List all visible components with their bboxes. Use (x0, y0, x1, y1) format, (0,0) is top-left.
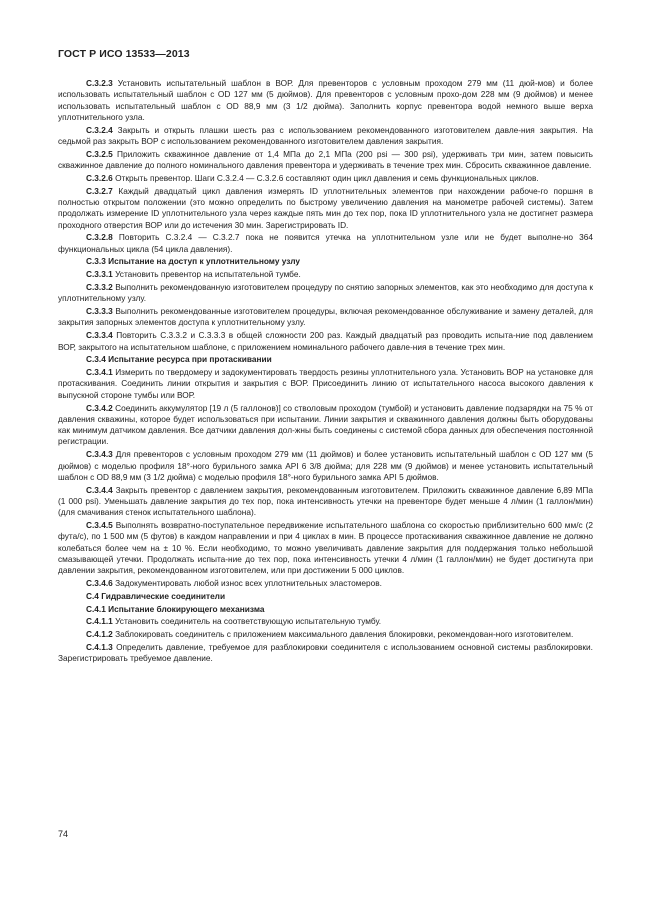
clause-number: C.3.2.8 (86, 232, 113, 243)
clause-text: Повторить С.3.3.2 и С.3.3.3 в общей сложности 200 раз. Каждый двадцатый раз проводить испыта-ние под давлением ВОР, закрытого на испытательном шаблоне, с приложением номинального рабочего давле-ния в течение трех мин. (58, 330, 593, 352)
clause-paragraph (58, 520, 593, 576)
clause-number: C.3.4.3 (86, 449, 113, 460)
clause-number: C.3.3.4 (86, 330, 113, 341)
clause-number: C.4.1.1 (86, 616, 113, 627)
clause-paragraph (58, 232, 593, 255)
clause-text: Для превенторов с условным проходом 279 мм (11 дюймов) и более установить испытательный шаблон с OD 127 мм (5 дюймов) с моделью профиля 18°-ного бурильного замка API 6 3/8 дюйма; для 228 мм (9 дюймов) и менее установить испытательный шаблон с OD 88,9 мм (3 1/2 дюйма) с моделью профиля 18°-ного бурильного замка API 5 дюймов. (58, 449, 593, 482)
clause-paragraph (58, 367, 593, 401)
clause-number: C.3.2.3 (86, 78, 113, 88)
clause-paragraph (58, 449, 593, 483)
clause-paragraph (58, 282, 593, 305)
clause-number: C.3.4.1 (86, 367, 113, 378)
clause-text: Определить давление, требуемое для разблокировки соединителя с использованием основной системы разблокировки. Зарегистрировать требуемое давление. (58, 641, 593, 664)
clause-paragraph (58, 269, 593, 280)
clause-text: Установить соединитель на соответствующую испытательную тумбу. (115, 616, 382, 627)
document-body (58, 78, 593, 666)
clause-paragraph (58, 629, 593, 640)
clause-number: C.3.2.6 (86, 172, 113, 183)
clause-text: Установить превентор на испытательной тумбе. (115, 269, 301, 280)
document-header: ГОСТ Р ИСО 13533—2013 (58, 48, 190, 60)
page-number: 74 (58, 829, 69, 839)
clause-paragraph (58, 186, 593, 231)
clause-paragraph (58, 149, 593, 172)
clause-text: Установить испытательный шаблон в ВОР. Для превенторов с условным проходом 279 мм (11 дюй-мов) и более использовать испытательный шаблон с OD 127 мм (5 дюймов). Для превенторов с условным прохо-дом 228 мм (9 дюймов) и менее использовать испытательный шаблон с OD 88,9 мм (3 1/2 дюйма). Заполнить корпус превентора водой немного выше верха уплотнительного узла. (58, 78, 593, 122)
clause-number: C.3.2.7 (86, 185, 113, 196)
clause-paragraph (58, 125, 593, 148)
clause-paragraph (58, 173, 593, 184)
clause-paragraph (58, 642, 593, 665)
clause-number: C.3.3.1 (86, 269, 113, 280)
clause-text: Соединить аккумулятор [19 л (5 галлонов)] со стволовым проходом (тумбой) и установить давление подзарядки на 75 % от давления скважины, которое будет использоваться при испытании. Линии закрытия и скважинного давления должны быть оборудованы как минимум датчиком давления. Все датчики давления дол-жны быть соединены с системой сбора данных для обеспечения постоянной регистрации. (58, 402, 594, 447)
section-heading: C.4 Гидравлические соединители (86, 590, 226, 601)
clause-number: C.4.1.3 (86, 641, 113, 652)
clause-text: Закрыть и открыть плашки шесть раз с использованием рекомендованного изготовителем давле-ния закрытия. На седьмой раз закрыть ВОР с использованием рекомендованного изготовителем давления закрытия. (58, 124, 593, 146)
section-heading: C.4.1 Испытание блокирующего механизма (86, 603, 265, 614)
clause-number: C.3.4.5 (86, 519, 113, 530)
clause-number: C.3.4.6 (86, 577, 113, 588)
clause-number: C.3.4.2 (86, 402, 113, 413)
clause-number: C.3.4.4 (86, 484, 113, 495)
clause-text: Открыть превентор. Шаги С.3.2.4 — С.3.2.6 составляют один цикл давления и семь функциональных циклов. (115, 172, 539, 183)
clause-paragraph (58, 78, 593, 123)
clause-number: C.3.3.3 (86, 306, 113, 317)
clause-text: Измерить по твердомеру и задокументировать твердость резины уплотнительного узла. Установить ВОР на установке для протаскивания. Соединить линии открытия и закрытия с ВОР. Присоединить линию от испытательного насоса высокого давления к выпускной стороне тумбы или ВОР. (58, 367, 593, 400)
clause-number: C.3.2.4 (86, 124, 113, 135)
section-heading: C.3.4 Испытание ресурса при протаскивании (86, 354, 272, 365)
clause-text: Выполнить рекомендованные изготовителем процедуры, включая рекомендованное обслуживание и замену деталей, для закрытия запорных элементов доступа к уплотнительному узлу. (58, 306, 593, 328)
clause-text: Приложить скважинное давление от 1,4 МПа до 2,1 МПа (200 psi — 300 psi), удерживать три мин, затем повысить скважинное давление до полного номинального давления превентора и удерживать в течение трех мин. Сбросить скважинное давление. (58, 148, 593, 171)
clause-number: C.3.2.5 (86, 148, 113, 159)
clause-paragraph (58, 616, 593, 627)
clause-paragraph (58, 330, 593, 353)
clause-text: Повторить С.3.2.4 — С.3.2.7 пока не появится утечка на уплотнительном узле или не будет выполне-но 364 функциональных цикла (54 цикла давления). (58, 232, 594, 254)
clause-text: Каждый двадцатый цикл давления измерять ID уплотнительных элементов при нахождении рабоче-го поршня в полностью открытом положении (это можно определить по быстрому увеличению давления на манометре рабочей системы). Затем продолжать измерение ID уплотнительного узла через каждые пять мин до тех пор, пока ID уплотнительного узла не достигнет размера проходного отверстия ВОР или до истечения 30 мин. Зарегистрировать ID. (58, 185, 594, 230)
clause-paragraph (58, 403, 593, 448)
clause-number: C.4.1.2 (86, 629, 113, 640)
section-heading: C.3.3 Испытание на доступ к уплотнительному узлу (86, 256, 301, 267)
clause-text: Выполнить рекомендованную изготовителем процедуру по снятию запорных элементов, как это необходимо для доступа к уплотнительному узлу. (58, 282, 593, 304)
clause-text: Выполнять возвратно-поступательное передвижение испытательного шаблона со скоростью приблизительно 600 мм/с (2 фута/с), по 1 500 мм (5 футов) в каждом направлении и при 4 циклах в мин. В процессе протаскивания скважинное давление не должно колебаться более чем на ± 10 %. Если необходимо, то можно увеличивать давление закрытия для поддержания только небольшой смазывающей утечки. Продолжать испыта-ние до тех пор, пока интенсивность утечки 4 л/мин (1 галлон/мин) не будет достигнута при давлении закрытия, рекомендованном изготовителем, или при достижении 5 000 циклов. (58, 519, 593, 576)
clause-number: C.3.3.2 (86, 282, 113, 293)
clause-paragraph (58, 485, 593, 519)
clause-paragraph (58, 306, 593, 329)
clause-text: Закрыть превентор с давлением закрытия, рекомендованным изготовителем. Приложить скважинное давление 6,89 МПа (1 000 psi). Уменьшать давление закрытия до тех пор, пока интенсивность утечки на превенторе будет меньше 4 л/мин (1 галлон/мин) (для смачивания стенок испытательного шаблона). (58, 484, 593, 518)
clause-text: Задокументировать любой износ всех уплотнительных эластомеров. (115, 577, 382, 588)
clause-paragraph (58, 578, 593, 589)
clause-text: Заблокировать соединитель с приложением максимального давления блокировки, рекомендован-ного изготовителем. (115, 629, 574, 640)
